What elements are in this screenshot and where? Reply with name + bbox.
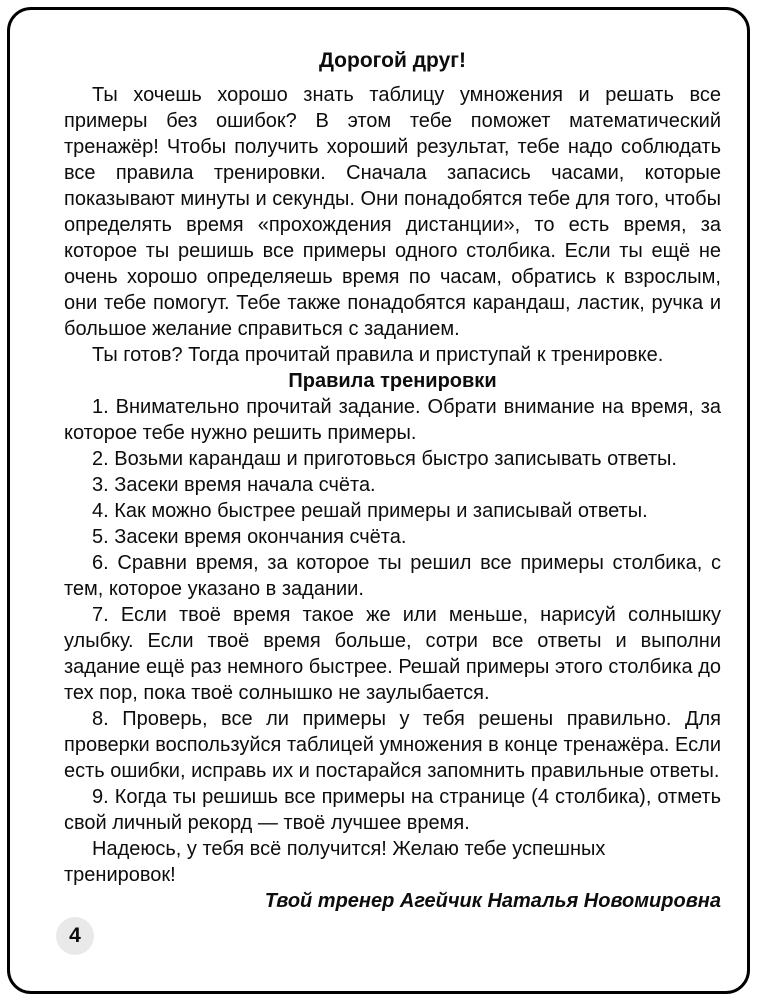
rule-text: Внимательно прочитай задание. Обрати внимание на время, за которое тебе нужно решить примеры. (64, 396, 722, 444)
rule-item (64, 394, 721, 446)
page-title: Дорогой друг! (318, 49, 467, 72)
rule-text: Засеки время окончания счёта. (114, 526, 407, 548)
page-number-badge (56, 917, 94, 955)
rule-item (64, 446, 721, 472)
rule-text: Если твоё время такое же или меньше, нарисуй солнышку улыбку. Если твоё время больше, сотри все ответы и выполни задание ещё раз немного быстрее. Решай примеры этого столбика до тех пор, пока твоё солнышко не заулыбается. (64, 604, 721, 704)
rule-number: 1. (92, 396, 109, 418)
rule-number: 6. (92, 552, 109, 574)
rule-number: 9. (92, 786, 109, 808)
rule-number: 3. (92, 474, 109, 496)
rule-number: 7. (92, 604, 109, 626)
closing-paragraph: Надеюсь, у тебя всё получится! Желаю тебе успешных тренировок! (64, 838, 606, 886)
rule-text: Засеки время начала счёта. (114, 474, 376, 496)
rule-text: Как можно быстрее решай примеры и записывай ответы. (114, 500, 648, 522)
rule-text: Проверь, все ли примеры у тебя решены правильно. Для проверки воспользуйся таблицей умножения в конце тренажёра. Если есть ошибки, исправь их и постарайся запомнить правильные ответы. (64, 708, 721, 782)
rule-number: 5. (92, 526, 109, 548)
rule-item (64, 524, 721, 550)
intro-paragraph-2: Ты готов? Тогда прочитай правила и приступай к тренировке. (92, 344, 664, 366)
rule-text: Когда ты решишь все примеры на странице (4 столбика), отметь свой личный рекорд — твоё лучшее время. (64, 786, 722, 834)
rule-item (64, 498, 721, 524)
rules-heading: Правила тренировки (288, 370, 497, 392)
rule-number: 8. (92, 708, 109, 730)
rule-item (64, 602, 721, 706)
rule-item (64, 706, 721, 784)
rule-text: Сравни время, за которое ты решил все примеры столбика, с тем, которое указано в задании. (64, 552, 722, 600)
rule-item (64, 550, 721, 602)
author-signature: Твой тренер Агейчик Наталья Новомировна (264, 890, 721, 912)
rule-number: 4. (92, 500, 109, 522)
page-border (7, 7, 750, 994)
rule-item (64, 472, 721, 498)
rule-number: 2. (92, 448, 109, 470)
intro-paragraph-1: Ты хочешь хорошо знать таблицу умножения и решать все примеры без ошибок? В этом тебе поможет математический тренажёр! Чтобы получить хороший результат, тебе надо соблюдать все правила тренировки. Сначала запасись часами, которые показывают минуты и секунды. Они понадобятся тебе для того, чтобы определять время «прохождения дистанции», то есть время, за которое ты решишь все примеры одного столбика. Если ты ещё не очень хорошо определяешь время по часам, обратись к взрослым, они тебе помогут. Тебе также понадобятся карандаш, ластик, ручка и большое желание справиться с заданием. (64, 84, 721, 340)
rule-item (64, 784, 721, 836)
page-number: 4 (69, 924, 81, 947)
rule-text: Возьми карандаш и приготовься быстро записывать ответы. (114, 448, 677, 470)
